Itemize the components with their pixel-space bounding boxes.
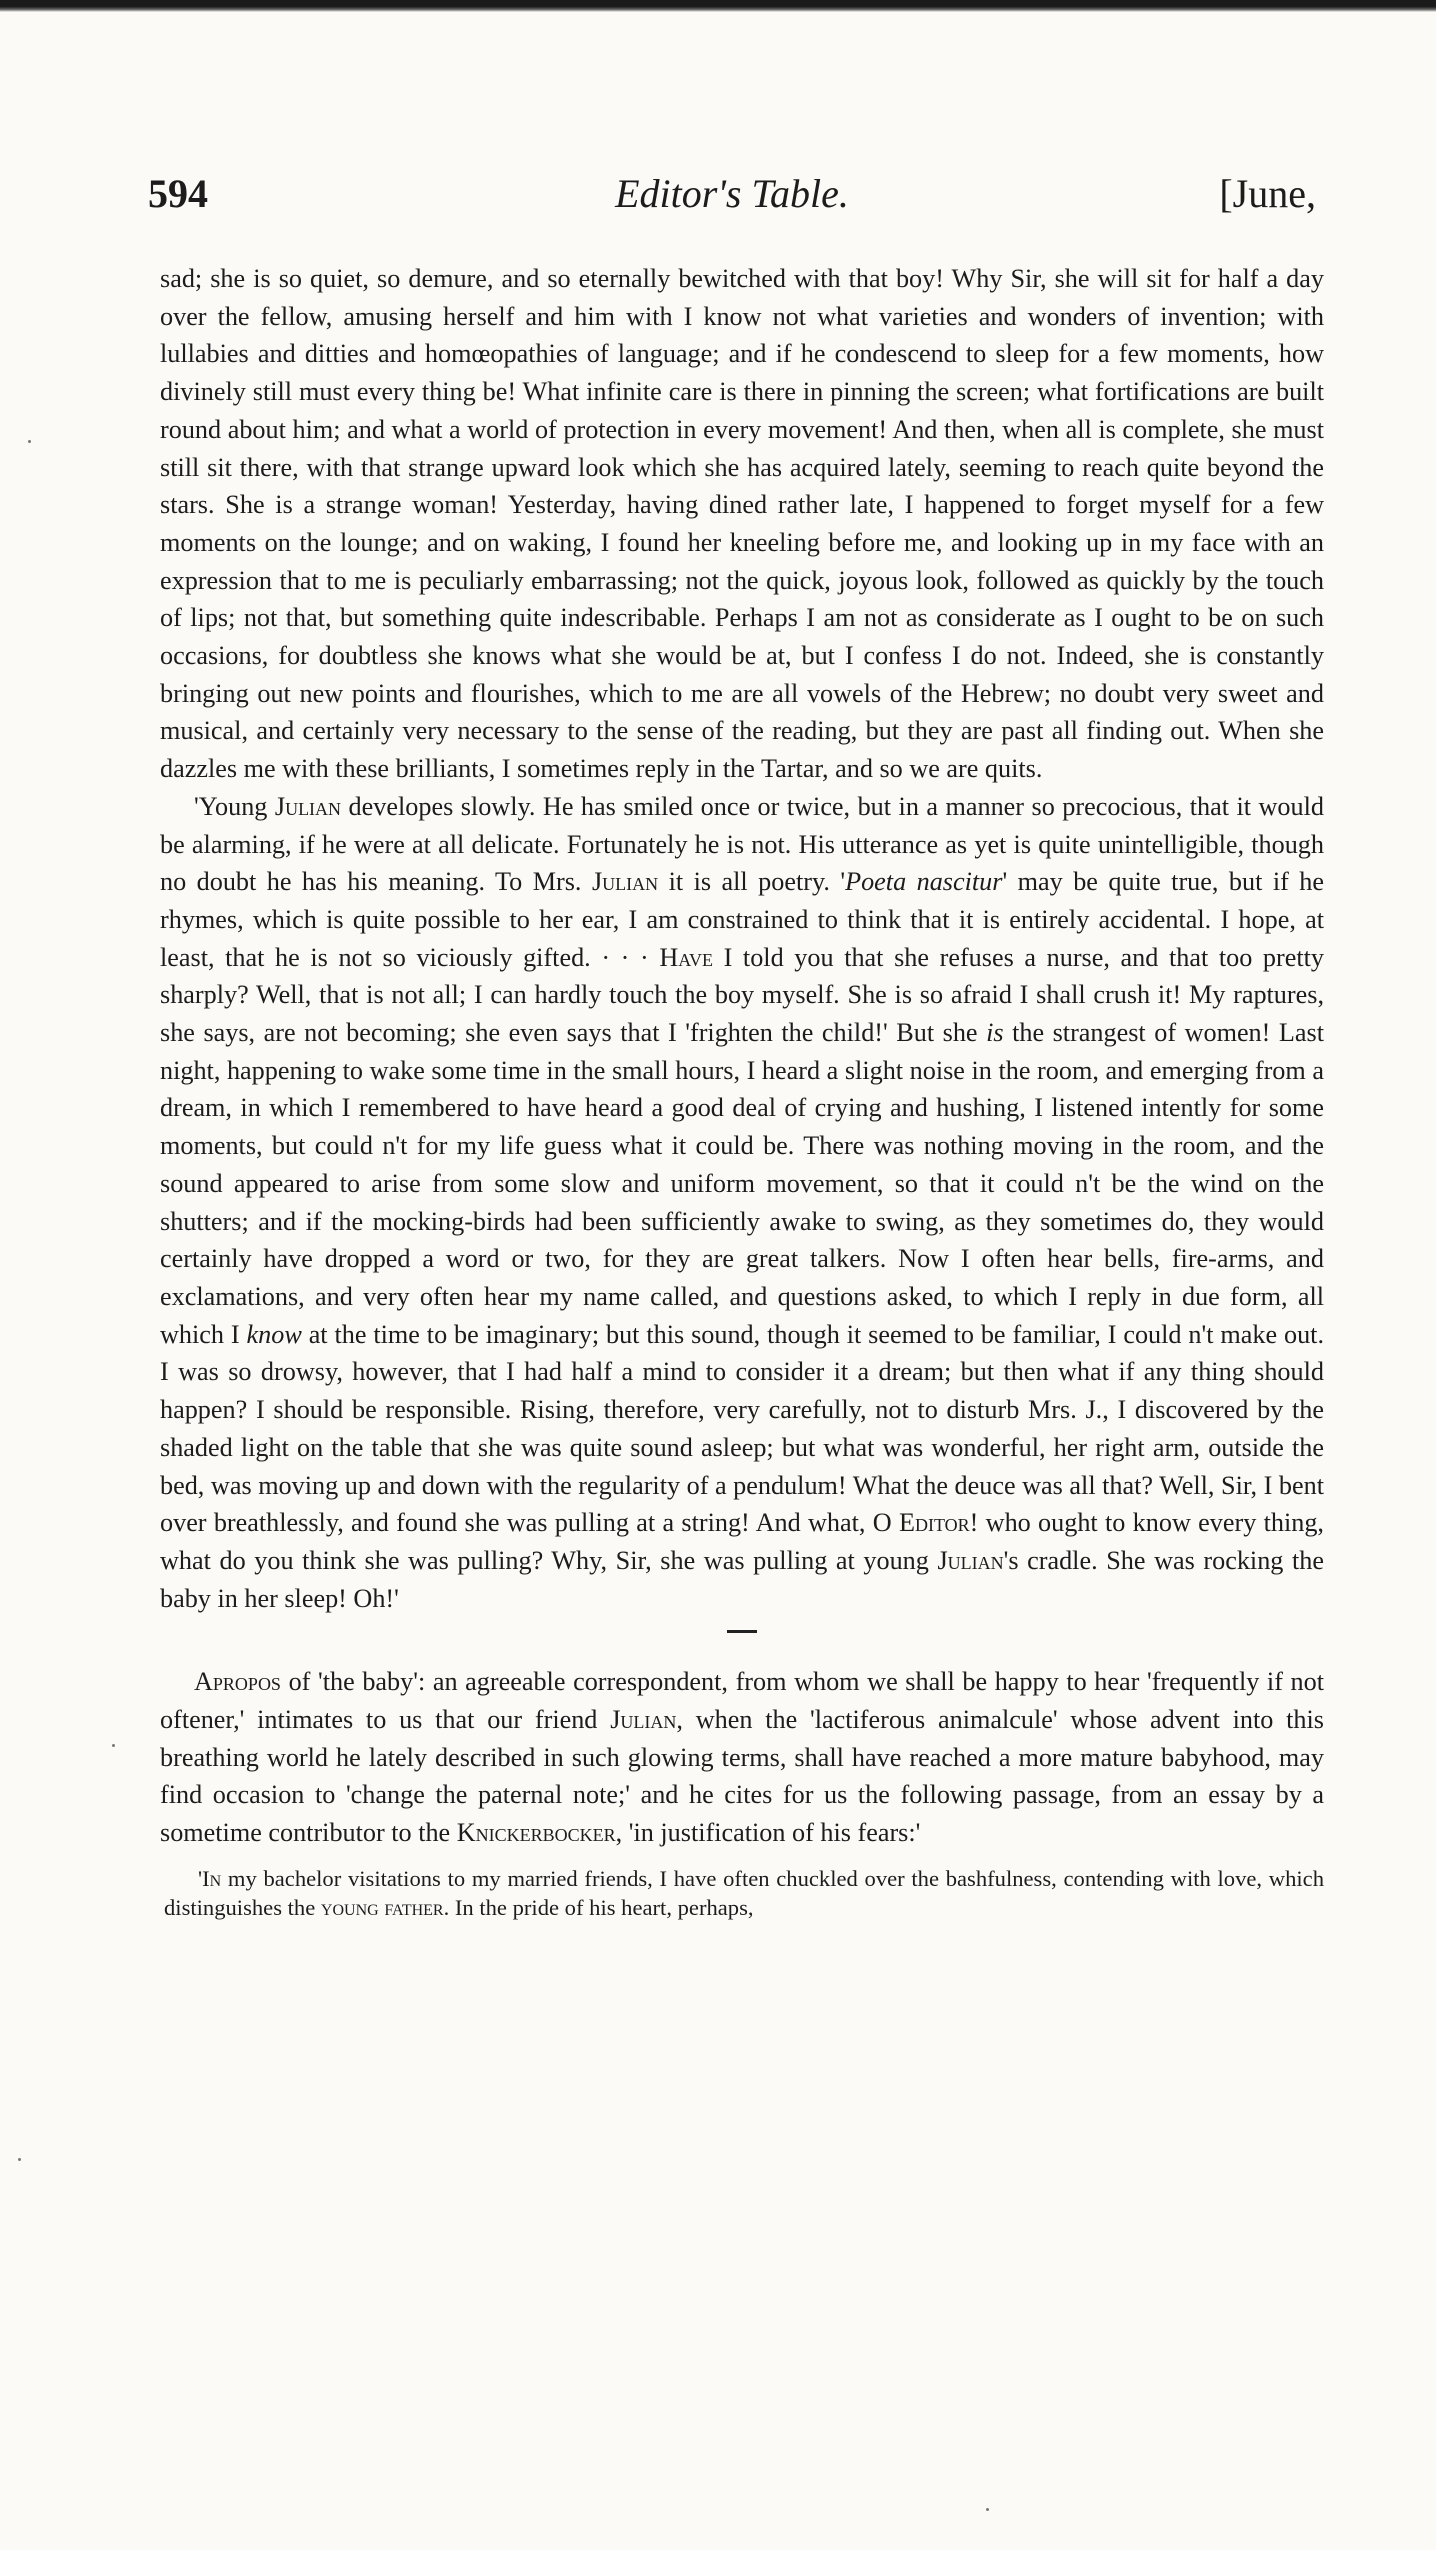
text-run: 's cradle. She was rocking the baby in her sleep! Oh!' bbox=[160, 1545, 1324, 1613]
text-run: ! who ought to know every thing, what do you think she was pulling? Why, Sir, she was pulling at young bbox=[160, 1508, 1324, 1575]
name-julian: Julian bbox=[610, 1705, 677, 1735]
article-body bbox=[160, 260, 1324, 1922]
editor-word: Editor bbox=[898, 1508, 970, 1538]
text-run: my bachelor visitations to my married friends, I have often chuckled over the bashfulness, contending with love, which distinguishes the bbox=[164, 1865, 1324, 1920]
block-quote bbox=[160, 1864, 1324, 1922]
text-run: at the time to be imaginary; but this sound, though it seemed to be familiar, I could n't make out. I was so drowsy, however, that I had half a mind to consider it a dream; but then what if any thing should happen? I should be responsible. Rising, therefore, very carefully, not to disturb Mrs. J., I discovered by the shaded light on the table that she was quite sound asleep; but what was wonderful, her right arm, outside the bed, was moving up and down with the regularity of a pendulum! What the deuce was all that? Well, Sir, I bent over breathlessly, and found she was pulling at a string! And what, O bbox=[160, 1319, 1324, 1538]
name-julian: Julian bbox=[937, 1545, 1004, 1575]
print-speck bbox=[18, 2158, 21, 2161]
magazine-name: Knickerbocker bbox=[456, 1818, 616, 1848]
text-run: ' may be quite true, but if he rhymes, which is quite possible to her ear, I am constrained to think that it is entirely accidental. I hope, at least, that he is not so viciously gifted. · · · bbox=[160, 867, 1324, 972]
page-header bbox=[148, 170, 1316, 230]
print-speck bbox=[28, 440, 31, 443]
section-divider bbox=[727, 1630, 757, 1633]
print-speck bbox=[986, 2508, 989, 2511]
quote-paragraph bbox=[164, 1864, 1324, 1922]
text-run: . In the pride of his heart, perhaps, bbox=[443, 1894, 754, 1920]
small-caps-word: Apropos bbox=[194, 1667, 281, 1697]
page-number: 594 bbox=[148, 171, 208, 216]
name-julian: Julian bbox=[591, 867, 659, 897]
paragraph-1: sad; she is so quiet, so demure, and so eternally bewitched with that boy! Why Sir, she will sit for half a day over the fellow, amusing herself and him with I know not what varieties and wonders of invention; with lullabies and ditties and homœopathies of language; and if he condescend to sleep for a few moments, how divinely still must every thing be! What infinite care is there in pinning the screen; what fortifications are built round about him; and what a world of protection in every movement! And then, when all is complete, she must still sit there, with that strange upward look which she has acquired lately, seeming to reach quite beyond the stars. She is a strange woman! Yesterday, having dined rather late, I happened to forget myself for a few moments on the lounge; and on waking, I found her kneeling before me, and looking up in my face with an expression that to me is peculiarly embarrassing; not the quick, joyous look, followed as quickly by the touch of lips; not that, but something quite indescribable. Perhaps I am not as considerate as I ought to be on such occasions, for doubtless she knows what she would be at, but I confess I do not. Indeed, she is constantly bringing out new points and flourishes, which to me are all vowels of the Hebrew; no doubt very sweet and musical, and certainly very necessary to the sense of the reading, but they are past all finding out. When she dazzles me with these brilliants, I sometimes reply in the Tartar, and so we are quits. bbox=[160, 264, 1324, 784]
latin-phrase: Poeta nascitur bbox=[845, 867, 1003, 897]
italic-word: know bbox=[246, 1319, 302, 1349]
text-run: I told you that she refuses a nurse, and that too pretty sharply? Well, that is not all; I can hardly touch the boy myself. She is so afraid I shall crush it! My raptures, she says, are not becoming; she even says that I 'frighten the child!' But she bbox=[160, 942, 1325, 1048]
paragraph-3 bbox=[160, 1663, 1324, 1852]
text-run: 'Young bbox=[194, 791, 275, 821]
paragraph-2 bbox=[160, 788, 1324, 1617]
text-run: the strangest of women! Last night, happening to wake some time in the small hours, I heard a slight noise in the room, and emerging from a dream, in which I remembered to have heard a good deal of crying and hushing, I listened intently for some moments, but could n't for my life guess what it could be. There was nothing moving in the room, and the sound appeared to arise from some slow and uniform movement, so that it could n't be the wind on the shutters; and if the mocking-birds had been sufficiently awake to swing, as they sometimes do, they would certainly have dropped a word or two, for they are great talkers. Now I often hear bells, fire-arms, and exclamations, and very often hear my name called, and questions asked, to which I reply in due form, all which I bbox=[160, 1018, 1324, 1349]
italic-word: is bbox=[986, 1018, 1004, 1048]
running-date: [June, bbox=[1219, 171, 1316, 216]
small-caps-word: Have bbox=[659, 942, 713, 972]
text-run: developes slowly. He has smiled once or twice, but in a manner so precocious, that it would be alarming, if he were at all delicate. Fortunately he is not. His utterance as yet is quite unintelligible, though no doubt he has his meaning. To Mrs. bbox=[160, 791, 1324, 897]
text-run: of 'the baby': an agreeable correspondent, from whom we shall be happy to hear 'frequently if not oftener,' intimates to us that our friend bbox=[160, 1667, 1324, 1735]
small-caps-word: 'In bbox=[198, 1865, 222, 1891]
name-julian: Julian bbox=[274, 791, 342, 821]
small-caps-word: young father bbox=[320, 1894, 444, 1920]
top-border-rule bbox=[0, 0, 1436, 12]
running-title: Editor's Table. bbox=[615, 171, 849, 216]
text-run: , 'in justification of his fears:' bbox=[615, 1818, 921, 1848]
text-run: it is all poetry. ' bbox=[658, 867, 846, 897]
print-speck bbox=[112, 1744, 115, 1747]
text-run: , when the 'lactiferous animalcule' whose advent into this breathing world he lately described in such glowing terms, shall have reached a more mature babyhood, may find occasion to 'change the paternal note;' and he cites for us the following passage, from an essay by a sometime contributor to the bbox=[160, 1705, 1324, 1848]
